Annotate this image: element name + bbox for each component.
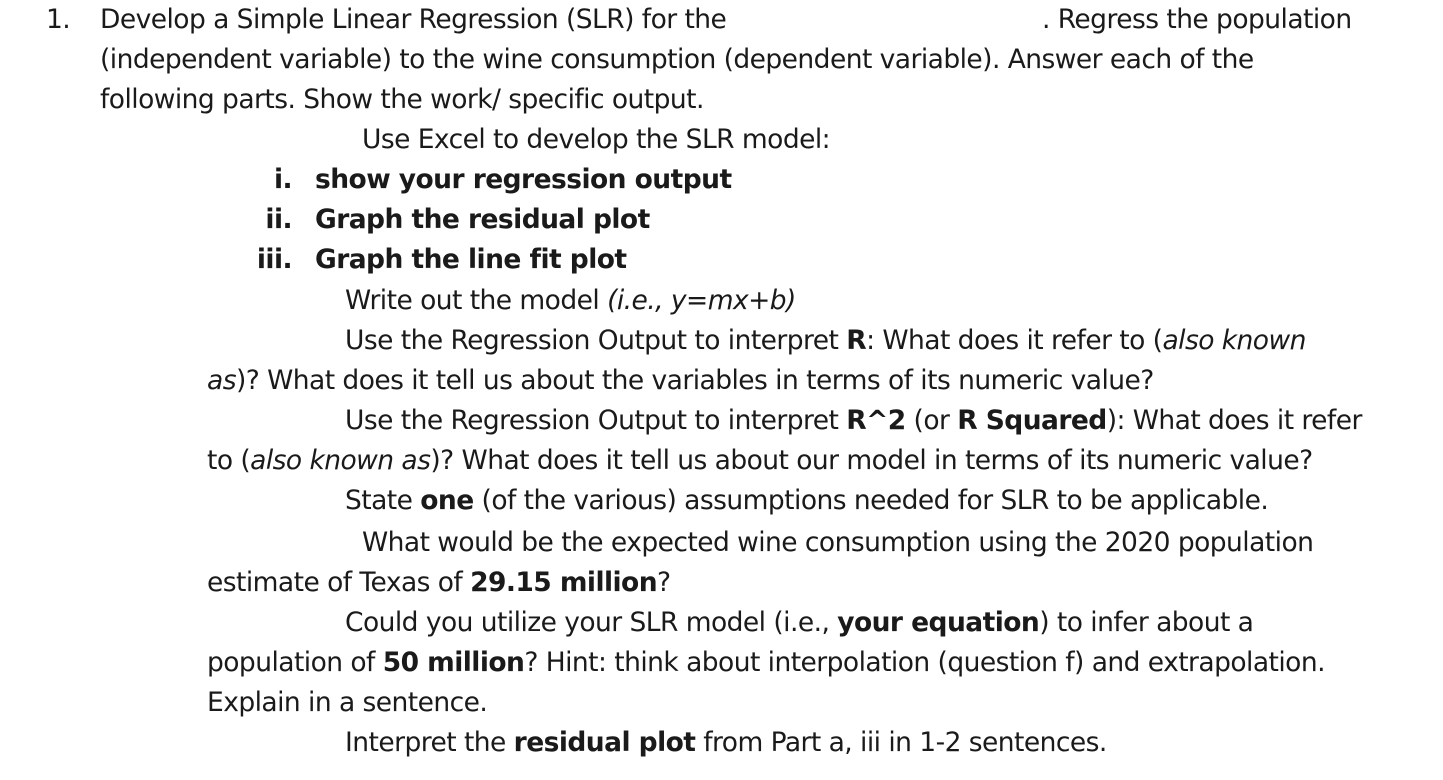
- part-c-line-2: as)? What does it tell us about the variables in terms of its numeric value?: [207, 365, 1154, 396]
- subitem-numeral-3: iii.: [256, 244, 292, 275]
- part-b: Write out the model (i.e., y=mx+b): [345, 285, 796, 316]
- question-number: 1.: [46, 4, 71, 35]
- part-g-line-1: Could you utilize your SLR model (i.e., your equation) to infer about a: [345, 607, 1254, 638]
- subitem-numeral-2: ii.: [265, 204, 292, 235]
- part-g-line-2: population of 50 million? Hint: think about interpolation (question f) and extrapolation.: [207, 647, 1325, 678]
- part-d-line-1: Use the Regression Output to interpret R^2 (or R Squared): What does it refer: [345, 405, 1362, 436]
- part-f-line-2: estimate of Texas of 29.15 million?: [207, 567, 671, 598]
- part-d-line-2: to (also known as)? What does it tell us about our model in terms of its numeric value?: [207, 445, 1313, 476]
- question-line-1-start: Develop a Simple Linear Regression (SLR) for the: [100, 4, 727, 35]
- part-f-line-1: What would be the expected wine consumption using the 2020 population: [362, 527, 1314, 558]
- part-c-line-1: Use the Regression Output to interpret R: What does it refer to (also known: [345, 325, 1306, 356]
- subitem-text-1: show your regression output: [315, 164, 732, 195]
- part-e: State one (of the various) assumptions needed for SLR to be applicable.: [345, 485, 1269, 516]
- question-line-1-end: . Regress the population: [1042, 4, 1352, 35]
- subitem-text-2: Graph the residual plot: [315, 204, 650, 235]
- subitem-numeral-1: i.: [273, 164, 292, 195]
- part-h: Interpret the residual plot from Part a, iii in 1-2 sentences.: [345, 727, 1107, 758]
- question-line-3: following parts. Show the work/ specific output.: [100, 84, 704, 115]
- part-a-text: Use Excel to develop the SLR model:: [362, 124, 831, 155]
- question-line-2: (independent variable) to the wine consumption (dependent variable). Answer each of the: [100, 44, 1254, 75]
- part-g-line-3: Explain in a sentence.: [207, 687, 488, 718]
- subitem-text-3: Graph the line fit plot: [315, 244, 627, 275]
